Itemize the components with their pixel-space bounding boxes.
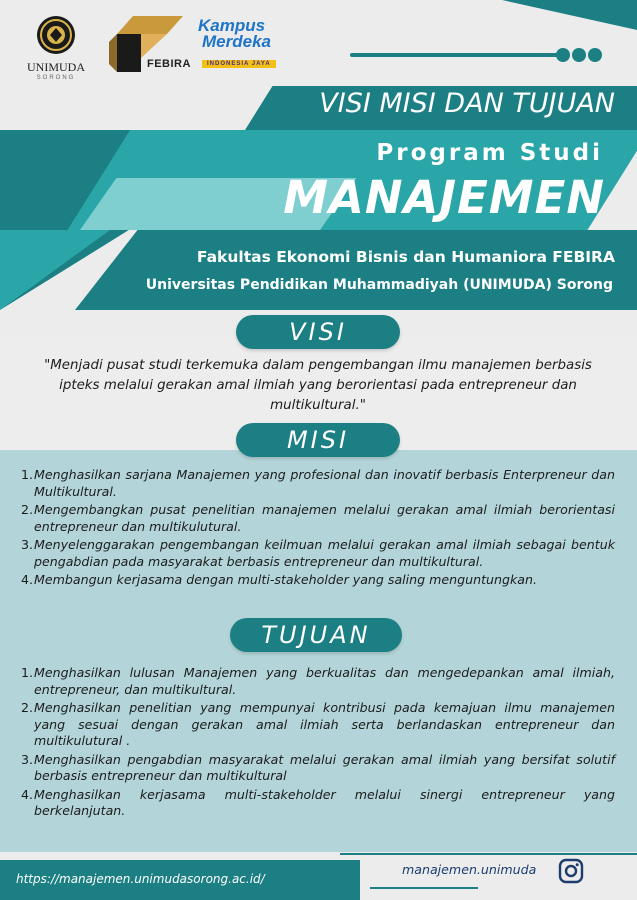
footer-bar-tip-decor bbox=[330, 860, 360, 900]
tujuan-item bbox=[21, 700, 615, 750]
title-dark-shape-decor bbox=[75, 230, 637, 310]
misi-item-number: 1. bbox=[21, 467, 34, 482]
poster-title: VISI MISI DAN TUJUAN bbox=[319, 88, 615, 119]
tujuan-item-number: 4. bbox=[21, 786, 34, 802]
top-line-decor bbox=[350, 53, 558, 57]
misi-item bbox=[21, 502, 615, 535]
misi-list bbox=[21, 467, 615, 591]
misi-item-text: Mengembangkan pusat penelitian manajemen melalui gerakan amal ilmiah berorientasi entrepreneur dan multikulutural. bbox=[34, 502, 615, 534]
instagram-icon[interactable] bbox=[558, 858, 584, 884]
dot-decor bbox=[588, 48, 602, 62]
tujuan-list bbox=[21, 665, 615, 822]
tujuan-item-number: 1. bbox=[21, 665, 34, 680]
misi-item-number: 4. bbox=[21, 572, 34, 587]
misi-item bbox=[21, 537, 615, 570]
unimuda-logo bbox=[16, 14, 96, 80]
kampus-merdeka-tagline: INDONESIA JAYA bbox=[202, 60, 276, 68]
website-link[interactable]: https://manajemen.unimudasorong.ac.id/ bbox=[16, 872, 265, 886]
febira-logo bbox=[107, 12, 189, 82]
kampus-merdeka-line1: Kampus bbox=[198, 16, 266, 35]
unimuda-wordmark: UNIMUDA bbox=[27, 60, 85, 74]
top-right-triangle-decor bbox=[502, 0, 637, 30]
dot-decor bbox=[556, 48, 570, 62]
misi-item-text: Menghasilkan sarjana Manajemen yang profesional dan inovatif berbasis Enterpreneur dan Multikultural. bbox=[34, 467, 615, 499]
misi-item-number: 3. bbox=[21, 537, 34, 552]
tujuan-item bbox=[21, 787, 615, 820]
tujuan-item-number: 3. bbox=[21, 751, 34, 767]
university-name: Universitas Pendidikan Muhammadiyah (UNIMUDA) Sorong bbox=[145, 277, 613, 293]
misi-heading: MISI bbox=[236, 423, 400, 457]
program-name: MANAJEMEN bbox=[283, 171, 605, 224]
tujuan-item-text: Menghasilkan kerjasama multi-stakeholder melalui sinergi entrepreneur yang berkelanjutan. bbox=[34, 786, 615, 818]
faculty-name: Fakultas Ekonomi Bisnis dan Humaniora FEBIRA bbox=[196, 248, 615, 266]
unimuda-sub-wordmark: SORONG bbox=[36, 75, 76, 81]
tujuan-item bbox=[21, 665, 615, 698]
program-label: Program Studi bbox=[376, 140, 603, 166]
kampus-merdeka-logo bbox=[198, 18, 294, 76]
tujuan-item-number: 2. bbox=[21, 700, 34, 715]
misi-item-number: 2. bbox=[21, 502, 34, 517]
kampus-merdeka-line2: Merdeka bbox=[202, 32, 271, 51]
misi-item-text: Menyelenggarakan pengembangan keilmuan melalui gerakan amal ilmiah sebagai bentuk pengabdian pada masyarakat berbasis entrepreneur dan multikultural. bbox=[34, 537, 615, 569]
misi-item bbox=[21, 467, 615, 500]
footer-underline-decor bbox=[370, 887, 478, 889]
febira-wordmark: FEBIRA bbox=[147, 58, 191, 70]
tujuan-heading: TUJUAN bbox=[230, 618, 402, 652]
misi-item bbox=[21, 572, 615, 589]
unimuda-emblem-icon bbox=[16, 14, 96, 56]
tujuan-item-text: Menghasilkan penelitian yang mempunyai kontribusi pada kemajuan ilmu manajemen yang sesuai dengan gerakan amal ilmiah serta berlandaskan entrepreneur dan multikulutural . bbox=[34, 700, 615, 748]
tujuan-item bbox=[21, 752, 615, 785]
misi-item-text: Membangun kerjasama dengan multi-stakeholder yang saling menguntungkan. bbox=[34, 572, 538, 587]
footer-line-decor bbox=[340, 853, 637, 855]
visi-heading: VISI bbox=[236, 315, 400, 349]
tujuan-item-text: Menghasilkan lulusan Manajemen yang berkualitas dan mengedepankan amal ilmiah, entrepreneur, dan multikultural. bbox=[34, 665, 615, 697]
dot-decor bbox=[572, 48, 586, 62]
tujuan-item-text: Menghasilkan pengabdian masyarakat melalui gerakan amal ilmiah yang bersifat solutif berbasis entrepreneur dan multikultural bbox=[34, 751, 615, 783]
visi-text: "Menjadi pusat studi terkemuka dalam pengembangan ilmu manajemen berbasis ipteks melalui gerakan amal ilmiah yang berorientasi pada entrepreneur dan multikultural." bbox=[44, 358, 592, 413]
instagram-handle[interactable]: manajemen.unimuda bbox=[402, 862, 537, 877]
